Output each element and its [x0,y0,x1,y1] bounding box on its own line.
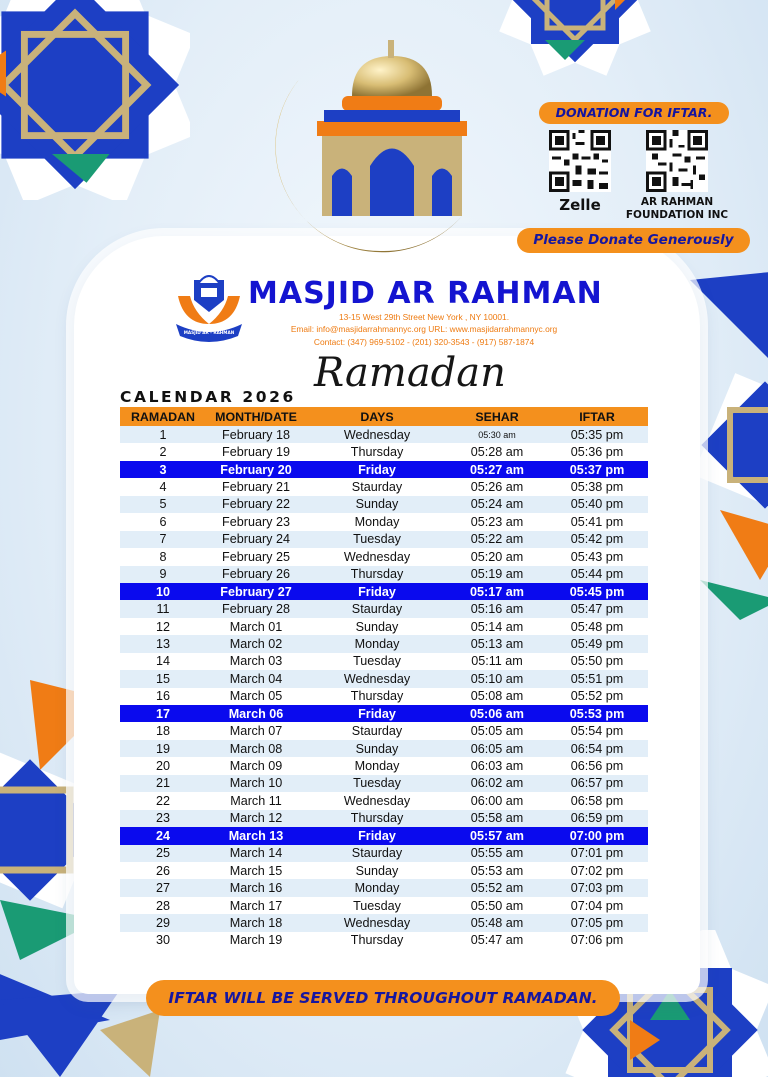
cell-iftar: 06:58 pm [570,793,624,808]
mosque-crescent-icon [262,26,502,266]
cell-n: 8 [159,549,167,564]
contact-line: Contact: (347) 969-5102 - (201) 320-3543 - (917) 587-1874 [313,337,535,347]
cell-iftar: 07:03 pm [570,881,624,896]
star-ornament-icon [0,0,190,200]
table-row [120,513,648,530]
cell-n: 28 [155,898,170,913]
cell-iftar: 06:57 pm [570,776,624,791]
cell-day: Friday [358,828,396,843]
cell-sehar: 06:00 am [470,793,524,808]
cell-iftar: 05:42 pm [570,532,624,547]
cell-iftar: 05:50 pm [570,654,624,669]
foundation-label-line2: FOUNDATION INC [625,209,729,221]
cell-day: Wednesday [343,915,411,930]
cell-n: 30 [155,933,170,948]
cell-iftar: 05:49 pm [570,636,624,651]
cell-date: March 03 [229,654,283,669]
cell-date: March 11 [230,793,282,808]
cell-date: March 10 [229,776,283,791]
cell-iftar: 06:54 pm [570,741,624,756]
cell-day: Thursday [350,689,404,704]
table-row [120,618,648,635]
cell-iftar: 05:47 pm [570,602,624,617]
cell-day: Sunday [355,497,399,512]
cell-day: Monday [354,881,400,896]
cell-sehar: 05:55 am [470,846,524,861]
cell-sehar: 05:22 am [470,532,524,547]
ramadan-script-title: Ramadan [314,350,506,396]
cell-iftar: 07:01 pm [570,846,624,861]
table-header [120,407,648,426]
cell-sehar: 05:06 am [470,706,524,721]
cell-date: February 27 [220,584,292,599]
cell-iftar: 05:38 pm [570,480,624,495]
logo-text: MASJID AR - RAHMAN [183,330,235,335]
masjid-name: MASJID AR RAHMAN [248,276,603,311]
cell-date: February 22 [222,497,290,512]
cell-day: Staurday [351,480,403,495]
cell-iftar: 06:59 pm [570,811,624,826]
cell-n: 5 [159,497,167,512]
table-row [120,705,648,722]
cell-n: 17 [155,706,170,721]
cell-date: March 02 [229,636,283,651]
cell-sehar: 05:05 am [470,724,524,739]
cell-sehar: 05:17 am [470,584,524,599]
cell-iftar: 05:53 pm [569,706,625,721]
cell-date: March 07 [229,724,283,739]
cell-day: Tuesday [353,654,401,669]
cell-n: 12 [155,619,170,634]
cell-sehar: 05:10 am [470,671,524,686]
table-row [120,478,648,495]
table-row [120,461,648,478]
cell-iftar: 05:36 pm [570,445,624,460]
cell-day: Monday [354,514,400,529]
table-row [120,827,648,844]
cell-n: 24 [155,828,170,843]
cell-n: 27 [155,881,170,896]
cell-day: Sunday [355,863,399,878]
cell-iftar: 06:56 pm [570,759,624,774]
cell-sehar: 05:23 am [470,514,524,529]
table-row [120,426,648,443]
table-row [120,914,648,931]
table-row [120,566,648,583]
header-days: DAYS [360,409,394,424]
cell-n: 26 [155,863,170,878]
cell-n: 14 [155,654,170,669]
cell-n: 29 [155,915,170,930]
ramadan-timetable [120,407,648,949]
cell-sehar: 05:28 am [470,445,524,460]
cell-day: Monday [354,636,400,651]
cell-day: Friday [358,706,396,721]
cell-sehar: 05:58 am [470,811,524,826]
table-row [120,496,648,513]
cell-iftar: 05:44 pm [570,567,624,582]
cell-n: 19 [155,741,170,756]
star-ornament-icon [480,0,670,90]
cell-sehar: 05:30 am [478,429,516,440]
table-row [120,932,648,949]
cell-date: February 20 [220,462,292,477]
cell-n: 4 [159,480,167,495]
cell-date: March 15 [229,863,283,878]
cell-n: 18 [155,724,170,739]
header-iftar: IFTAR [579,409,615,424]
qr-code-icon[interactable] [549,130,611,192]
cell-sehar: 06:02 am [470,776,524,791]
cell-n: 3 [159,462,167,477]
footer-banner: IFTAR WILL BE SERVED THROUGHOUT RAMADAN. [146,980,620,1016]
cell-iftar: 05:48 pm [570,619,624,634]
table-row [120,879,648,896]
cell-day: Friday [358,584,396,599]
foundation-label-line1: AR RAHMAN [640,196,714,208]
table-row [120,862,648,879]
table-row [120,757,648,774]
cell-n: 21 [155,776,170,791]
cell-n: 9 [159,567,167,582]
cell-day: Sunday [355,741,399,756]
cell-day: Monday [354,759,400,774]
cell-iftar: 05:54 pm [570,724,624,739]
cell-day: Tuesday [353,898,401,913]
cell-date: March 16 [229,881,283,896]
cell-day: Staurday [351,724,403,739]
cell-date: February 18 [222,427,290,442]
cell-sehar: 05:26 am [470,480,524,495]
cell-sehar: 05:14 am [470,619,524,634]
donation-title: DONATION FOR IFTAR. [539,102,729,124]
cell-n: 16 [155,689,170,704]
cell-n: 6 [159,514,167,529]
cell-sehar: 05:50 am [470,898,524,913]
cell-n: 22 [155,793,170,808]
zelle-label: Zelle [559,196,601,214]
cell-iftar: 07:05 pm [570,915,624,930]
cell-date: February 28 [222,602,290,617]
cell-iftar: 05:37 pm [569,462,625,477]
cell-day: Sunday [355,619,399,634]
cell-date: March 18 [229,915,283,930]
cell-day: Wednesday [343,549,411,564]
cell-iftar: 05:43 pm [570,549,624,564]
cell-date: February 19 [222,445,290,460]
cell-day: Thursday [350,933,404,948]
cell-iftar: 07:04 pm [570,898,624,913]
cell-sehar: 05:48 am [470,915,524,930]
cell-date: March 04 [229,671,283,686]
table-body [120,426,648,949]
cell-sehar: 05:57 am [470,828,524,843]
table-row [120,583,648,600]
header-sehar: SEHAR [475,409,519,424]
cell-iftar: 05:41 pm [570,514,624,529]
cell-n: 7 [159,532,167,547]
cell-date: March 09 [229,759,283,774]
cell-day: Wednesday [343,671,411,686]
cell-sehar: 06:03 am [470,759,524,774]
table-row [120,810,648,827]
cell-iftar: 05:45 pm [569,584,625,599]
cell-day: Wednesday [343,793,411,808]
cell-day: Staurday [351,846,403,861]
table-row [120,722,648,739]
cell-date: March 17 [229,898,283,913]
table-row [120,845,648,862]
cell-n: 15 [155,671,170,686]
star-ornament-icon [0,990,160,1077]
table-row [120,670,648,687]
cell-sehar: 05:19 am [470,567,524,582]
cell-sehar: 05:11 am [471,654,523,669]
email-line: Email: info@masjidarrahmannyc.org URL: www.masjidarrahmannyc.org [290,324,558,334]
cell-sehar: 06:05 am [470,741,524,756]
cell-date: March 14 [229,846,283,861]
table-row [120,531,648,548]
cell-date: March 19 [229,933,283,948]
cell-day: Tuesday [353,532,401,547]
address-line: 13-15 West 29th Street New York , NY 10001. [338,312,510,322]
cell-iftar: 07:02 pm [570,863,624,878]
cell-day: Staurday [351,602,403,617]
cell-iftar: 05:40 pm [570,497,624,512]
header-ramadan: RAMADAN [130,409,195,424]
cell-date: March 08 [229,741,283,756]
cell-date: March 05 [229,689,283,704]
table-row [120,548,648,565]
cell-date: February 26 [222,567,290,582]
cell-sehar: 05:47 am [470,933,524,948]
cell-day: Friday [358,462,396,477]
cell-date: February 24 [222,532,290,547]
cell-day: Thursday [350,567,404,582]
cell-sehar: 05:13 am [470,636,524,651]
cell-sehar: 05:24 am [470,497,524,512]
cell-n: 1 [159,427,167,442]
calendar-label: CALENDAR 2026 [120,388,296,406]
cell-date: February 23 [222,514,290,529]
table-row [120,443,648,460]
table-row [120,635,648,652]
cell-date: February 25 [222,549,290,564]
cell-sehar: 05:16 am [470,602,524,617]
cell-day: Wednesday [343,427,411,442]
cell-n: 2 [159,445,167,460]
cell-n: 10 [155,584,170,599]
cell-date: March 01 [229,619,283,634]
masjid-logo-icon [174,266,244,342]
cell-iftar: 05:51 pm [570,671,624,686]
cell-iftar: 05:52 pm [570,689,624,704]
qr-code-icon[interactable] [646,130,708,192]
cell-n: 23 [155,811,170,826]
cell-n: 13 [155,636,170,651]
table-row [120,775,648,792]
cell-sehar: 05:27 am [470,462,524,477]
cell-day: Tuesday [353,776,401,791]
cell-iftar: 05:35 pm [570,427,624,442]
cell-date: March 06 [228,706,284,721]
cell-n: 25 [155,846,170,861]
table-row [120,688,648,705]
table-row [120,792,648,809]
cell-date: February 21 [222,480,290,495]
table-row [120,740,648,757]
cell-sehar: 05:52 am [470,881,524,896]
cell-iftar: 07:06 pm [570,933,624,948]
cell-n: 11 [156,602,170,617]
cell-date: March 12 [229,811,283,826]
table-row [120,897,648,914]
cell-sehar: 05:20 am [470,549,524,564]
cell-iftar: 07:00 pm [569,828,625,843]
donate-button[interactable]: Please Donate Generously [517,228,750,253]
cell-day: Thursday [350,811,404,826]
cell-day: Thursday [350,445,404,460]
cell-date: March 13 [228,828,284,843]
header-month-date: MONTH/DATE [215,409,297,424]
cell-sehar: 05:08 am [470,689,524,704]
table-row [120,653,648,670]
cell-n: 20 [155,759,170,774]
cell-sehar: 05:53 am [470,863,524,878]
table-row [120,600,648,617]
